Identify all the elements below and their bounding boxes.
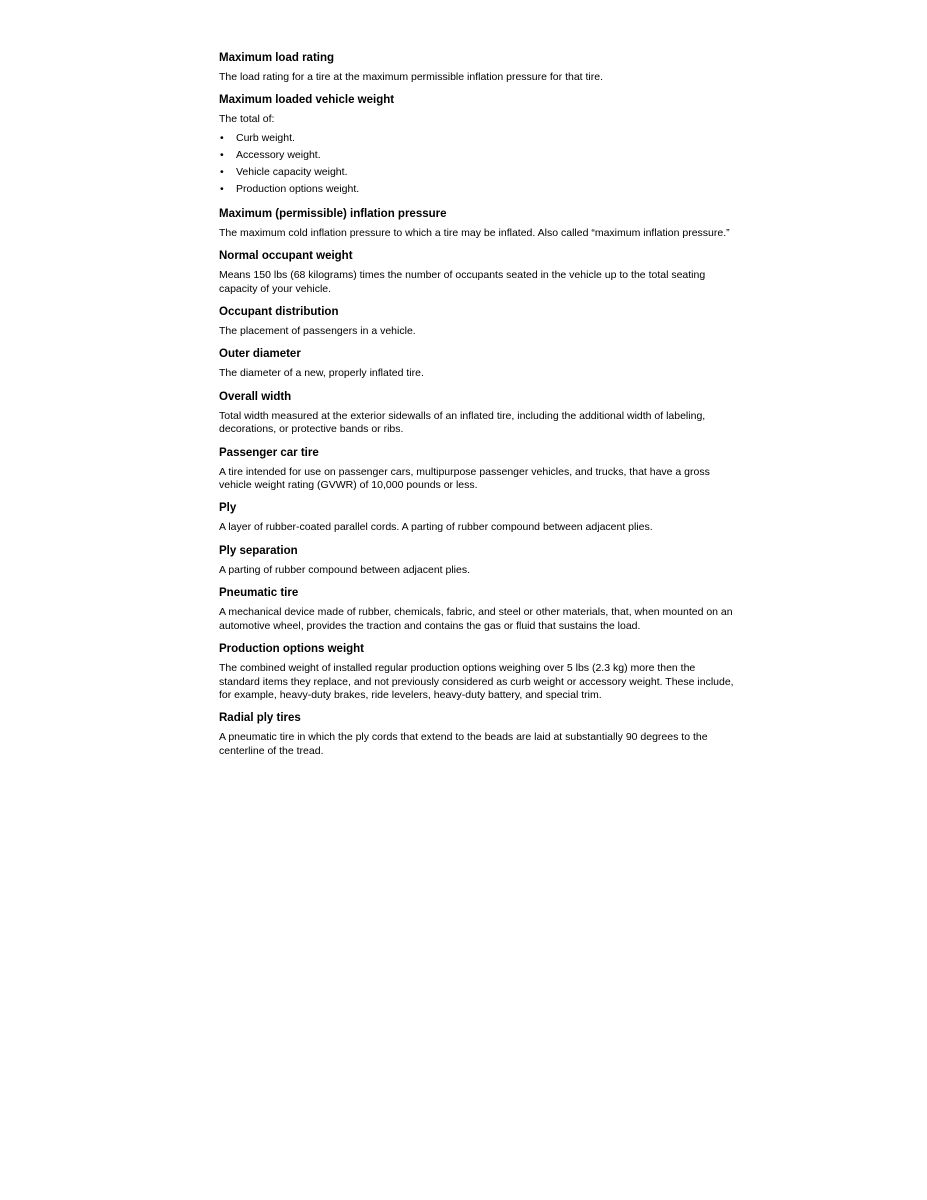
list-item bbox=[219, 147, 739, 164]
glossary-definition: A layer of rubber-coated parallel cords. A parting of rubber compound between adjacent plies. bbox=[219, 521, 653, 534]
bullet-icon: • bbox=[220, 148, 224, 161]
list-item bbox=[219, 164, 739, 181]
list-item-text: Production options weight. bbox=[236, 182, 360, 195]
bullet-icon: • bbox=[220, 131, 224, 144]
glossary-term: Radial ply tires bbox=[219, 712, 301, 725]
list-item bbox=[219, 181, 739, 198]
glossary-definition: The combined weight of installed regular production options weighing over 5 lbs (2.3 kg) more then the standard items they replace, and not previously considered as curb weight or accessory weight. These include, for example, heavy-duty brakes, ride levelers, heavy-duty battery, and special trim. bbox=[219, 662, 734, 701]
glossary-term: Pneumatic tire bbox=[219, 587, 299, 600]
glossary-term: Occupant distribution bbox=[219, 306, 339, 319]
glossary-definition: Total width measured at the exterior sidewalls of an inflated tire, including the additional width of labeling, decorations, or protective bands or ribs. bbox=[219, 409, 706, 436]
glossary-term: Outer diameter bbox=[219, 348, 301, 361]
bullet-icon: • bbox=[220, 165, 224, 178]
glossary-term: Production options weight bbox=[219, 643, 365, 656]
glossary-definition: Means 150 lbs (68 kilograms) times the number of occupants seated in the vehicle up to the total seating capacity of your vehicle. bbox=[219, 269, 706, 295]
glossary-term: Maximum loaded vehicle weight bbox=[219, 94, 395, 107]
glossary-entry-outer-diameter bbox=[219, 347, 739, 380]
glossary-definition: The load rating for a tire at the maximum permissible inflation pressure for that tire. bbox=[219, 71, 603, 83]
bullet-icon: • bbox=[220, 182, 224, 195]
glossary-entry-maximum-load-rating bbox=[219, 51, 739, 84]
glossary-entry-radial-ply-tires bbox=[219, 711, 739, 758]
glossary-term: Normal occupant weight bbox=[219, 250, 353, 263]
glossary-term: Maximum load rating bbox=[219, 52, 335, 64]
glossary-entry-pneumatic-tire bbox=[219, 586, 739, 633]
glossary-entry-maximum-loaded-vehicle-weight bbox=[219, 93, 739, 197]
glossary-term: Passenger car tire bbox=[219, 446, 319, 459]
bullet-list bbox=[219, 130, 739, 198]
list-item-text: Curb weight. bbox=[236, 131, 295, 144]
glossary-entry-overall-width bbox=[219, 390, 739, 437]
glossary-entry-ply bbox=[219, 501, 739, 534]
glossary-term: Overall width bbox=[219, 390, 292, 403]
glossary-entry-ply-separation bbox=[219, 544, 739, 577]
glossary-page bbox=[219, 51, 739, 767]
glossary-definition: A mechanical device made of rubber, chemicals, fabric, and steel or other materials, that, when mounted on an automotive wheel, provides the traction and contains the gas or fluid that sustains the load. bbox=[219, 606, 733, 632]
glossary-definition: A pneumatic tire in which the ply cords that extend to the beads are laid at substantially 90 degrees to the centerline of the tread. bbox=[219, 731, 708, 757]
glossary-entry-passenger-car-tire bbox=[219, 446, 739, 493]
glossary-definition: The maximum cold inflation pressure to which a tire may be inflated. Also called “maximum inflation pressure.” bbox=[219, 226, 730, 239]
glossary-definition: The placement of passengers in a vehicle. bbox=[219, 325, 416, 338]
glossary-entry-maximum-inflation-pressure bbox=[219, 207, 739, 240]
list-item-text: Accessory weight. bbox=[236, 148, 321, 161]
glossary-term: Ply bbox=[219, 502, 237, 515]
glossary-entry-normal-occupant-weight bbox=[219, 249, 739, 296]
glossary-entry-production-options-weight bbox=[219, 642, 739, 702]
list-item bbox=[219, 130, 739, 147]
glossary-definition: A tire intended for use on passenger cars, multipurpose passenger vehicles, and trucks, that have a gross vehicle weight rating (GVWR) of 10,000 pounds or less. bbox=[219, 465, 710, 492]
glossary-entry-occupant-distribution bbox=[219, 305, 739, 338]
glossary-definition: The diameter of a new, properly inflated tire. bbox=[219, 367, 424, 380]
list-item-text: Vehicle capacity weight. bbox=[236, 165, 348, 178]
glossary-term: Maximum (permissible) inflation pressure bbox=[219, 207, 447, 220]
glossary-definition: The total of: bbox=[219, 113, 275, 126]
glossary-term: Ply separation bbox=[219, 544, 298, 557]
glossary-definition: A parting of rubber compound between adjacent plies. bbox=[219, 563, 471, 576]
